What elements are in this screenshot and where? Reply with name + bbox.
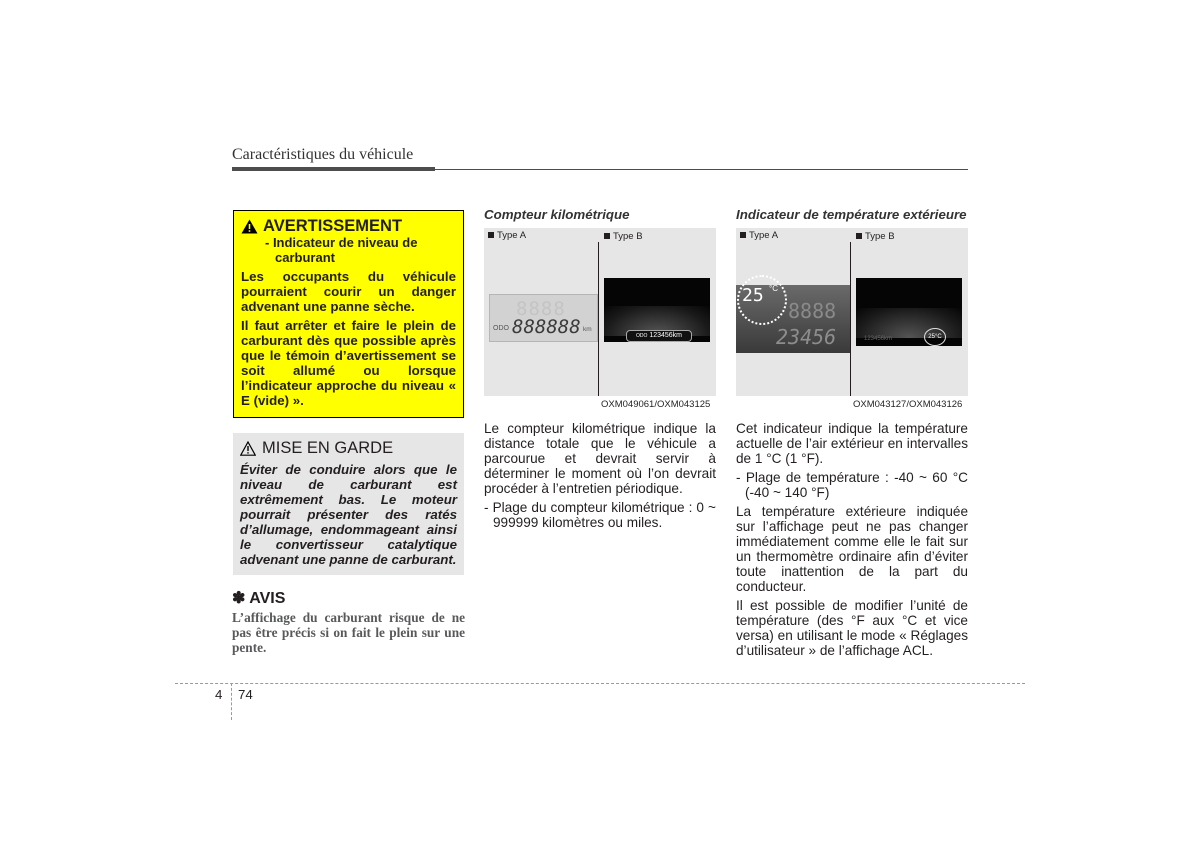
warning-paragraph-1: Les occupants du véhicule pourraient courir un danger advenant une panne sèche. [241,269,456,314]
lcd-temperature-value: 25 [742,285,764,306]
footer-dashed-rule [175,683,1025,684]
warning-subtitle-2: carburant [275,250,335,265]
bullet-square-icon [604,233,610,239]
bullet-square-icon [488,232,494,238]
temperature-paragraph-3: La température extérieure indiquée sur l’affichage peut ne pas changer immédiatement comme elle le fait sur un thermomètre ordinaire afin d’éviter toute inattention de la part du conducteur. [736,504,968,594]
temperature-text [736,421,968,662]
temperature-lcd-type-a [736,285,850,353]
page-number: 74 [238,687,253,702]
odometer-caption: OXM049061/OXM043125 [601,399,711,410]
section-title: Caractéristiques du véhicule [232,146,414,163]
tft-odo-readout: ODO 123456km [626,330,692,342]
figure-divider [850,242,851,396]
footer-vertical-rule [231,683,232,720]
temperature-paragraph-2: - Plage de température : -40 ~ 60 °C (-40 ~ 140 °F) [736,470,968,500]
odometer-display-type-b [604,278,710,342]
odometer-figure [484,228,716,396]
temperature-paragraph-1: Cet indicateur indique la température actuelle de l’air extérieur en intervalles de 1 °C (1 °F). [736,421,968,466]
lcd-ghost-digits: 8888 [788,299,837,323]
caution-heading [240,439,457,457]
lcd-temperature-unit: °C [769,284,778,293]
header-rule-thin [435,169,968,170]
caution-box [233,433,464,575]
warning-heading [241,217,456,235]
warning-triangle-icon [241,219,258,234]
temperature-heading: Indicateur de température extérieure [736,207,967,222]
lcd-odo-label: ODO [493,325,509,332]
odometer-paragraph-1: Le compteur kilométrique indique la distance totale que le véhicule a parcourue et devrait servir à déterminer le moment où l’on devrait procéder à l’entretien périodique. [484,421,716,496]
notice-text: L’affichage du carburant risque de ne pas être précis si on fait le plein sur une pente. [232,610,465,655]
chapter-number: 4 [215,687,223,702]
caution-triangle-icon [240,441,256,456]
lcd-unit: km [583,326,592,333]
odometer-text [484,421,716,534]
temperature-display-type-b [856,278,962,346]
odometer-paragraph-2: - Plage du compteur kilométrique : 0 ~ 999999 kilomètres ou miles. [484,500,716,530]
warning-subtitle-1: - Indicateur de niveau de [265,235,418,250]
warning-paragraph-2: Il faut arrêter et faire le plein de carburant dès que possible après que le témoin d’avertissement se soit allumé ou lorsque l’indicateur approche du niveau « E (vide) ». [241,318,456,408]
notice-title: ✽ AVIS [232,590,286,607]
lcd-odo-digits: 888888 [512,316,581,338]
bullet-square-icon [856,233,862,239]
temperature-figure [736,228,968,396]
header-rule-thick [232,167,435,171]
odometer-lcd-type-a [489,294,598,342]
warning-title: AVERTISSEMENT [263,217,403,235]
temperature-type-b-label: Type B [856,231,895,242]
temperature-type-a-label: Type A [740,230,778,241]
caution-text: Éviter de conduire alors que le niveau de carburant est extrêmement bas. Le moteur pourrait présenter des ratés d’allumage, endommageant ainsi le convertisseur catalytique advenant une panne de carburant. [240,462,457,567]
temperature-caption: OXM043127/OXM043126 [853,399,963,410]
lcd-ghost-digits: 8888 [516,298,566,320]
lcd-background-digits: 23456 [776,325,837,349]
temperature-paragraph-4: Il est possible de modifier l’unité de température (des °F aux °C et vice versa) en utilisant le mode « Réglages d’utilisateur » de l’affichage ACL. [736,598,968,658]
odometer-type-a-label: Type A [488,230,526,241]
bullet-square-icon [740,232,746,238]
odometer-type-b-label: Type B [604,231,643,242]
tft-odo-readout: 123456km [864,336,893,342]
warning-box [233,210,464,418]
tft-temperature-readout: 25°C [924,328,946,346]
odometer-heading: Compteur kilométrique [484,207,630,222]
caution-title: MISE EN GARDE [262,439,394,457]
figure-divider [598,242,599,396]
